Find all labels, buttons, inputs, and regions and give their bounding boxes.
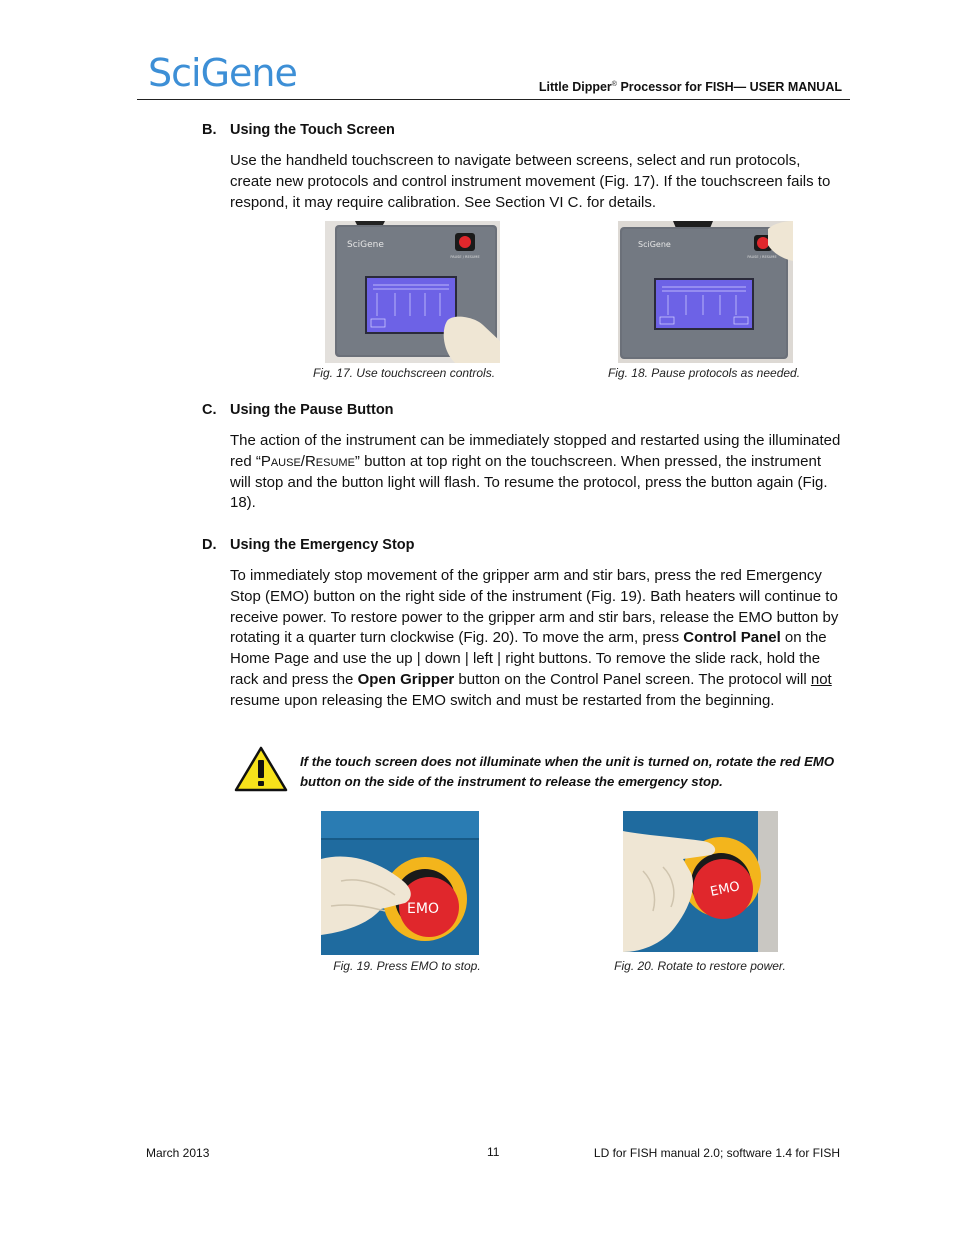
scigene-logo: SciGene	[148, 51, 297, 95]
fig19-photo	[321, 811, 479, 955]
warning-note: If the touch screen does not illuminate when the unit is turned on, rotate the red EMO button on the side of the instrument to release the emergency stop.	[300, 754, 835, 789]
section-b-paragraph: Use the handheld touchscreen to navigate between screens, select and run protocols, create new protocols and control instrument movement (Fig. 17). If the touchscreen fails to respond, it may require calibration. See Section VI C. for details.	[230, 152, 831, 211]
section-d-paragraph: To immediately stop movement of the gripper arm and stir bars, press the red Emergency Stop (EMO) button on the right side of the instrument (Fig. 19). Bath heaters will continue to receive power. To restore power to the gripper arm and stir bars, release the EMO button by rotating it a quarter turn clockwise (Fig. 20). To move the arm, press Control Panel on the Home Page and use the up | down | left | right buttons. To remove the slide rack, hold the rack and press the Open Gripper button on the Control Panel screen. The protocol will not resume upon releasing the EMO switch and must be restarted from the beginning.	[230, 567, 839, 709]
fig17-caption: Fig. 17. Use touchscreen controls.	[312, 366, 496, 380]
manual-title: Little Dipper® Processor for FISH— USER MANUAL	[538, 80, 842, 94]
header-divider	[137, 99, 850, 100]
fig18-brand-text: SciGene	[638, 240, 671, 249]
section-heading-b: B. Using the Touch Screen	[202, 122, 395, 138]
section-heading-d: D. Using the Emergency Stop	[202, 537, 415, 553]
fig20-emo-label: EMO	[709, 879, 742, 900]
page-number: 11	[487, 1145, 500, 1159]
fig20-caption: Fig. 20. Rotate to restore power.	[614, 959, 786, 973]
fig17-brand-text: SciGene	[347, 240, 384, 250]
footer-version: LD for FISH manual 2.0; software 1.4 for FISH	[593, 1146, 840, 1160]
section-heading-c: C. Using the Pause Button	[202, 402, 394, 418]
warning-triangle-icon	[233, 745, 289, 798]
fig17-button-label: PAUSE / RESUME	[450, 255, 480, 259]
fig18-caption: Fig. 18. Pause protocols as needed.	[607, 366, 801, 380]
fig20-photo	[623, 811, 778, 952]
fig17-photo	[325, 221, 500, 363]
section-c-paragraph: The action of the instrument can be immediately stopped and restarted using the illuminated red “Pause/Resume” button at top right on the touchscreen. When pressed, the instrument will stop and the button light will flash. To resume the protocol, press the button again (Fig. 18).	[230, 432, 841, 512]
footer-date: March 2013	[146, 1146, 210, 1160]
fig19-caption: Fig. 19. Press EMO to stop.	[333, 959, 481, 973]
fig19-emo-label: EMO	[407, 901, 439, 917]
fig18-button-label: PAUSE / RESUME	[747, 255, 777, 259]
fig18-photo	[618, 221, 793, 363]
